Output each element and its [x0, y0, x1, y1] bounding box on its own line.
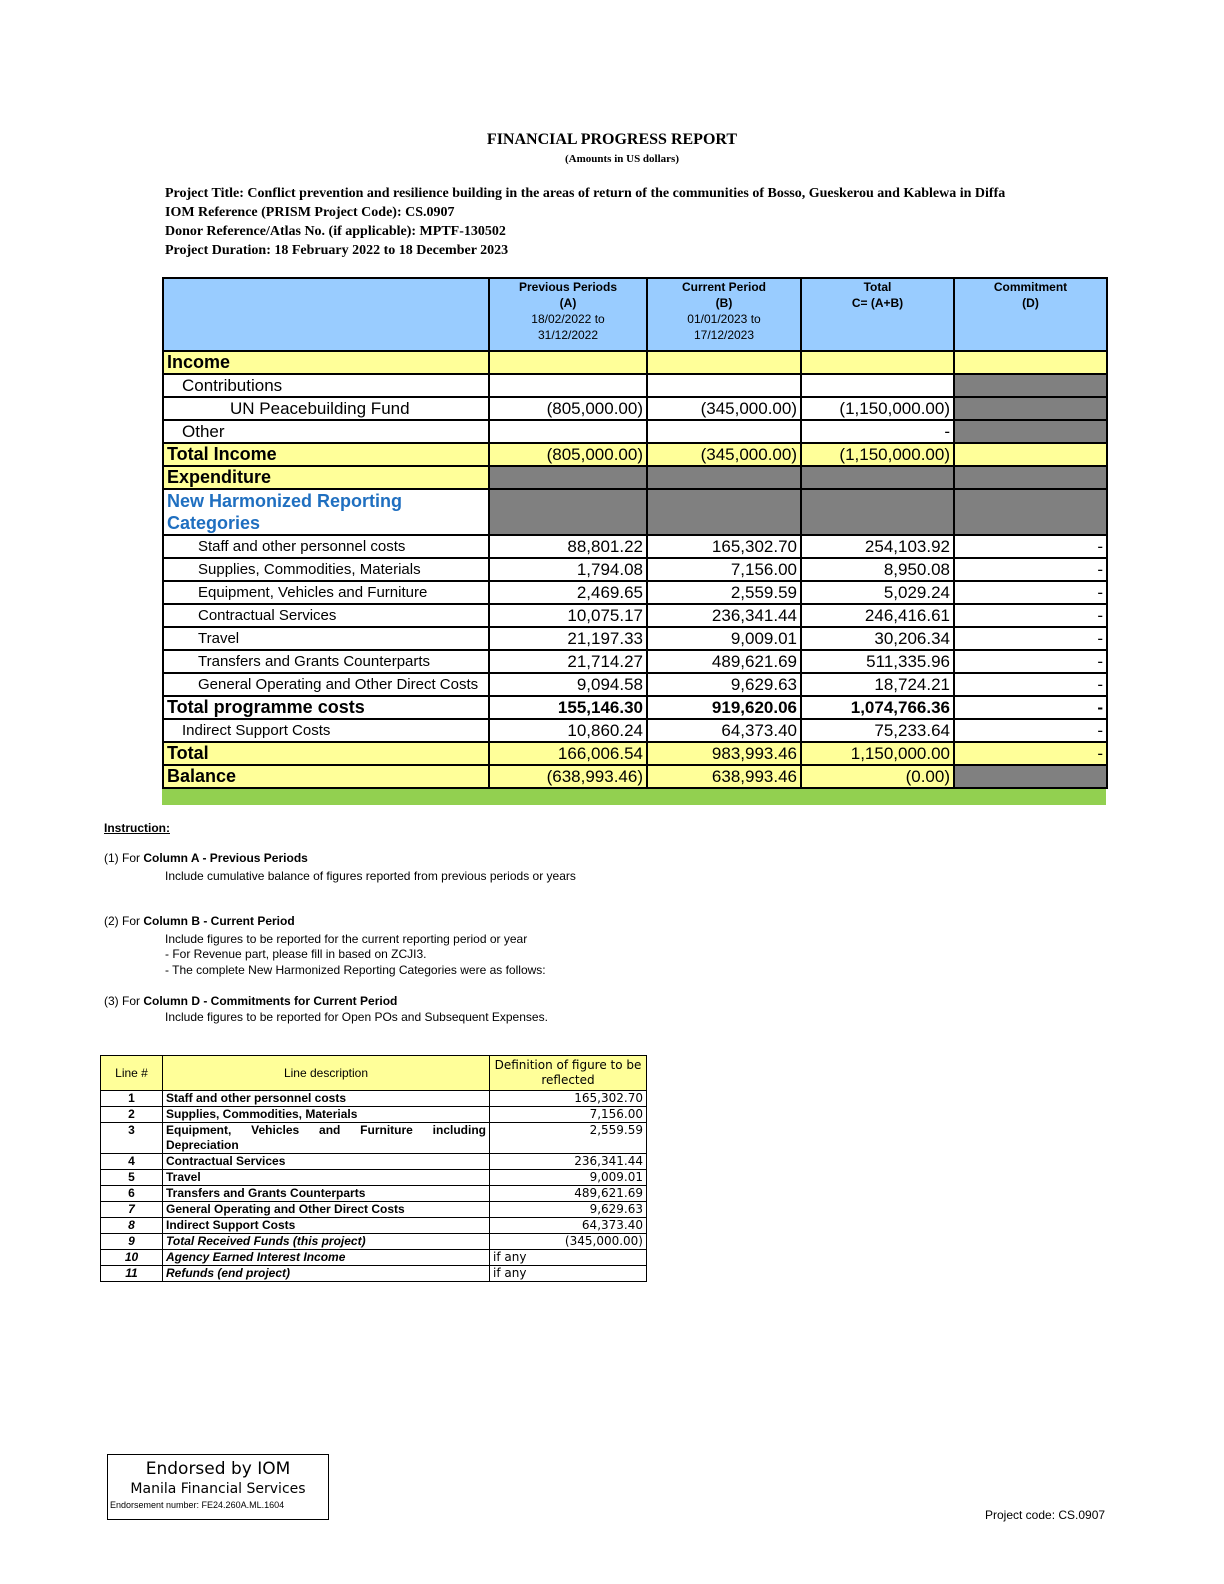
balance-row — [163, 765, 1107, 788]
grand-total-a: 166,006.54 — [489, 742, 647, 765]
instruction-3: (3) For Column D - Commitments for Current Period — [104, 994, 398, 1008]
grand-total-b: 983,993.46 — [647, 742, 801, 765]
table-row: 7 General Operating and Other Direct Costs 9,629.63 — [101, 1202, 647, 1218]
indirect-d: - — [954, 719, 1107, 742]
expense-a: 21,714.27 — [489, 650, 647, 673]
table-row: 8 Indirect Support Costs 64,373.40 — [101, 1218, 647, 1234]
programme-total-c: 1,074,766.36 — [801, 696, 954, 719]
expense-c: 254,103.92 — [801, 535, 954, 558]
expense-b: 2,559.59 — [647, 581, 801, 604]
expense-c: 246,416.61 — [801, 604, 954, 627]
expense-d: - — [954, 558, 1107, 581]
expense-row — [163, 627, 1107, 650]
line-description-header: Line description — [163, 1056, 490, 1091]
expenditure-label: Expenditure — [163, 466, 489, 489]
expense-d: - — [954, 650, 1107, 673]
table-row: 2 Supplies, Commodities, Materials 7,156.00 — [101, 1107, 647, 1123]
expense-label: Staff and other personnel costs — [163, 535, 489, 558]
expense-b: 165,302.70 — [647, 535, 801, 558]
expense-b: 7,156.00 — [647, 558, 801, 581]
project-title: Project Title: Conflict prevention and resilience building in the areas of return of the communities of Bosso, Gueskerou and Kablewa in Diffa — [165, 186, 1006, 201]
total-income-row — [163, 443, 1107, 466]
unpbf-b: (345,000.00) — [647, 397, 801, 420]
balance-label: Balance — [163, 765, 489, 788]
category-header-row — [163, 489, 1107, 535]
instruction-2-categories: - The complete New Harmonized Reporting Categories were as follows: — [165, 963, 546, 977]
grand-total-label: Total — [163, 742, 489, 765]
expense-b: 236,341.44 — [647, 604, 801, 627]
balance-a: (638,993.46) — [489, 765, 647, 788]
expense-row — [163, 558, 1107, 581]
expense-c: 5,029.24 — [801, 581, 954, 604]
indirect-label: Indirect Support Costs — [163, 719, 489, 742]
unpbf-a: (805,000.00) — [489, 397, 647, 420]
indirect-c: 75,233.64 — [801, 719, 954, 742]
instruction-1: (1) For Column A - Previous Periods — [104, 851, 308, 865]
contributions-row — [163, 374, 1107, 397]
total-income-c: (1,150,000.00) — [801, 443, 954, 466]
header-col-b: Current Period (B) 01/01/2023 to 17/12/2023 — [647, 278, 801, 351]
expense-label: Equipment, Vehicles and Furniture — [163, 581, 489, 604]
income-row — [163, 351, 1107, 374]
income-label: Income — [163, 351, 489, 374]
total-income-a: (805,000.00) — [489, 443, 647, 466]
expense-label: Contractual Services — [163, 604, 489, 627]
instruction-3-text: Include figures to be reported for Open POs and Subsequent Expenses. — [165, 1010, 548, 1024]
expense-row — [163, 581, 1107, 604]
table-row: 3 Equipment, Vehicles and Furniture including Depreciation 2,559.59 — [101, 1123, 647, 1154]
expense-d: - — [954, 604, 1107, 627]
table-row: 10 Agency Earned Interest Income if any — [101, 1250, 647, 1266]
expense-row — [163, 604, 1107, 627]
stamp-line-2: Manila Financial Services — [130, 1481, 306, 1497]
other-income-row — [163, 420, 1107, 443]
expense-label: Travel — [163, 627, 489, 650]
header-blank-cell — [163, 278, 489, 351]
table-row: 11 Refunds (end project) if any — [101, 1266, 647, 1282]
expenditure-row — [163, 466, 1107, 489]
total-income-b: (345,000.00) — [647, 443, 801, 466]
stamp-line-1: Endorsed by IOM — [145, 1459, 291, 1479]
iom-reference: IOM Reference (PRISM Project Code): CS.0907 — [165, 205, 455, 220]
expense-row — [163, 535, 1107, 558]
expense-a: 1,794.08 — [489, 558, 647, 581]
unpbf-row — [163, 397, 1107, 420]
donor-reference: Donor Reference/Atlas No. (if applicable): MPTF-130502 — [165, 224, 506, 239]
programme-total-row — [163, 696, 1107, 719]
endorsement-stamp — [107, 1454, 329, 1520]
balance-c: (0.00) — [801, 765, 954, 788]
expense-b: 9,009.01 — [647, 627, 801, 650]
project-duration: Project Duration: 18 February 2022 to 18 December 2023 — [165, 243, 509, 258]
table-row: 1 Staff and other personnel costs 165,302.70 — [101, 1091, 647, 1107]
expense-c: 8,950.08 — [801, 558, 954, 581]
expense-b: 9,629.63 — [647, 673, 801, 696]
footer-project-code: Project code: CS.0907 — [985, 1508, 1106, 1522]
indirect-a: 10,860.24 — [489, 719, 647, 742]
indirect-row — [163, 719, 1107, 742]
report-title: FINANCIAL PROGRESS REPORT — [486, 131, 738, 148]
instruction-heading: Instruction: — [104, 821, 170, 835]
line-table — [100, 1055, 647, 1282]
instruction-2-text: Include figures to be reported for the current reporting period or year — [165, 932, 528, 946]
total-income-label: Total Income — [163, 443, 489, 466]
instruction-2: (2) For Column B - Current Period — [104, 914, 295, 928]
unpbf-c: (1,150,000.00) — [801, 397, 954, 420]
stamp-line-3: Endorsement number: FE24.260A.ML.1604 — [110, 1500, 285, 1510]
expense-d: - — [954, 581, 1107, 604]
other-label: Other — [163, 420, 489, 443]
header-col-d: Commitment (D) — [954, 278, 1107, 351]
balance-b: 638,993.46 — [647, 765, 801, 788]
instruction-1-text: Include cumulative balance of figures reported from previous periods or years — [165, 869, 576, 883]
grand-total-row — [163, 742, 1107, 765]
programme-total-a: 155,146.30 — [489, 696, 647, 719]
expense-a: 21,197.33 — [489, 627, 647, 650]
expense-label: Supplies, Commodities, Materials — [163, 558, 489, 581]
expense-label: Transfers and Grants Counterparts — [163, 650, 489, 673]
expense-d: - — [954, 535, 1107, 558]
programme-total-d: - — [954, 696, 1107, 719]
expense-row — [163, 650, 1107, 673]
table-row: 5 Travel 9,009.01 — [101, 1170, 647, 1186]
line-number-header: Line # — [101, 1056, 163, 1091]
definition-header: Definition of figure to be reflected — [490, 1056, 647, 1091]
column-header-row — [163, 278, 1107, 351]
expense-d: - — [954, 627, 1107, 650]
report-subtitle: (Amounts in US dollars) — [565, 153, 679, 165]
instruction-2-revenue: - For Revenue part, please fill in based on ZCJI3. — [165, 947, 427, 961]
line-table-header — [101, 1056, 647, 1091]
expense-a: 88,801.22 — [489, 535, 647, 558]
unpbf-label: UN Peacebuilding Fund — [163, 397, 489, 420]
expense-row — [163, 673, 1107, 696]
expense-c: 511,335.96 — [801, 650, 954, 673]
expense-c: 30,206.34 — [801, 627, 954, 650]
expense-b: 489,621.69 — [647, 650, 801, 673]
programme-total-b: 919,620.06 — [647, 696, 801, 719]
header-col-a: Previous Periods (A) 18/02/2022 to 31/12/2022 — [489, 278, 647, 351]
expense-d: - — [954, 673, 1107, 696]
expense-a: 9,094.58 — [489, 673, 647, 696]
table-row: 4 Contractual Services 236,341.44 — [101, 1154, 647, 1170]
table-footer-bar — [162, 789, 1106, 805]
grand-total-d: - — [954, 742, 1107, 765]
category-header: New Harmonized Reporting Categories — [163, 489, 489, 535]
grand-total-c: 1,150,000.00 — [801, 742, 954, 765]
other-c: - — [801, 420, 954, 443]
table-row: 6 Transfers and Grants Counterparts 489,621.69 — [101, 1186, 647, 1202]
contributions-label: Contributions — [163, 374, 489, 397]
expense-label: General Operating and Other Direct Costs — [163, 673, 489, 696]
financial-table — [162, 277, 1108, 789]
expense-c: 18,724.21 — [801, 673, 954, 696]
programme-total-label: Total programme costs — [163, 696, 489, 719]
indirect-b: 64,373.40 — [647, 719, 801, 742]
table-row: 9 Total Received Funds (this project) (345,000.00) — [101, 1234, 647, 1250]
header-col-c: Total C= (A+B) — [801, 278, 954, 351]
expense-a: 2,469.65 — [489, 581, 647, 604]
expense-a: 10,075.17 — [489, 604, 647, 627]
